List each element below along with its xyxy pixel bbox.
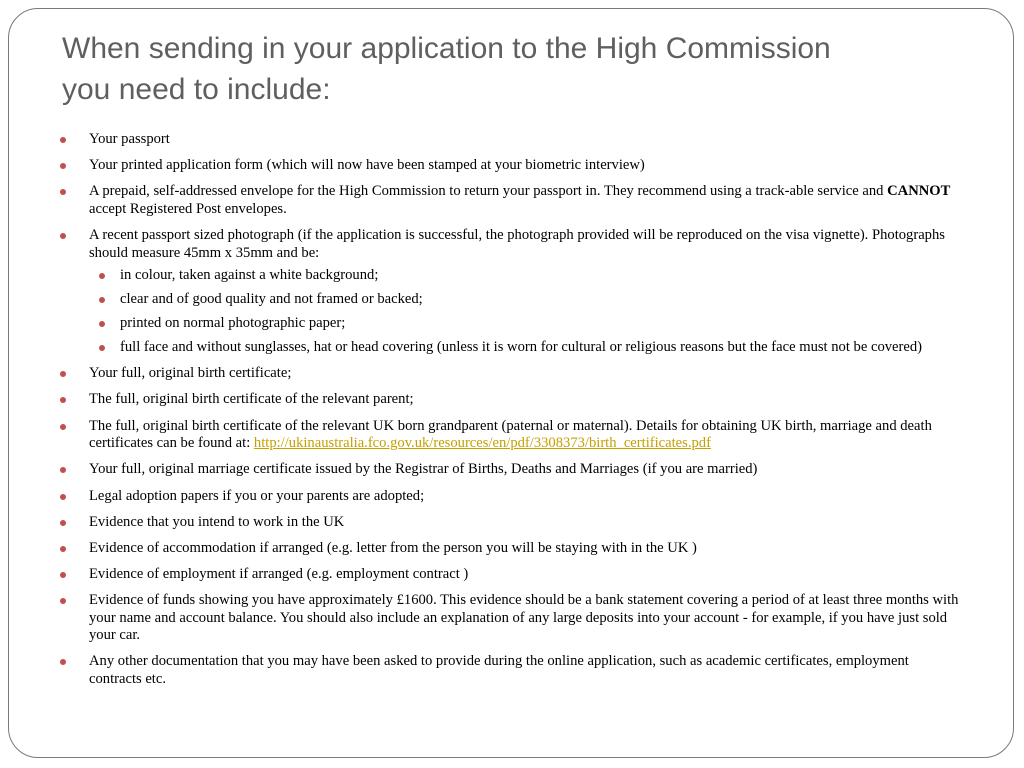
bullet-item: [60, 514, 960, 532]
bullet-item: [60, 488, 960, 506]
slide-title-line-2: you need to include:: [62, 73, 331, 106]
bullet-text: Your full, original birth certificate;: [89, 365, 292, 382]
bullet-dot-icon: [99, 273, 105, 279]
bullet-item: [60, 157, 960, 175]
bullet-item: [60, 365, 960, 383]
sub-bullet-item: [89, 267, 960, 285]
bullet-dot-icon: [60, 467, 66, 473]
bullet-item: [60, 183, 960, 218]
bullet-dot-icon: [99, 321, 105, 327]
bullet-text: Any other documentation that you may have been asked to provide during the online application, such as academic certificates, employment contracts etc.: [89, 653, 909, 687]
bullet-dot-icon: [99, 345, 105, 351]
sub-bullet-text: full face and without sunglasses, hat or head covering (unless it is worn for cultural or religious reasons but the face must not be covered): [120, 339, 923, 356]
bullet-dot-icon: [60, 598, 66, 604]
bullet-dot-icon: [60, 189, 66, 195]
bullet-text: Evidence of employment if arranged (e.g. employment contract ): [89, 566, 469, 583]
bullet-text: Evidence of funds showing you have approximately £1600. This evidence should be a bank statement covering a period of at least three months with your name and account balance. You should also include an explanation of any large deposits into your account - for example, if you have just sold your car.: [89, 592, 959, 644]
bullet-text: A prepaid, self-addressed envelope for the High Commission to return your passport in. They recommend using a track-able service and: [89, 183, 888, 200]
bullet-text: The full, original birth certificate of the relevant parent;: [89, 391, 414, 408]
slide-title: [62, 28, 962, 110]
bullet-dot-icon: [60, 494, 66, 500]
birth-certificates-link[interactable]: http://ukinaustralia.fco.gov.uk/resources/en/pdf/3308373/birth_certificates.pdf: [253, 435, 711, 452]
bullet-item: [60, 566, 960, 584]
bullet-dot-icon: [60, 572, 66, 578]
bullet-item: [60, 391, 960, 409]
bullet-text: Evidence of accommodation if arranged (e.g. letter from the person you will be staying with in the UK ): [89, 539, 697, 556]
sub-bullet-text: clear and of good quality and not framed or backed;: [120, 291, 423, 308]
bullet-text: A recent passport sized photograph (if the application is successful, the photograph provided will be reproduced on the visa vignette). Photographs should measure 45mm x 35mm and be:: [89, 227, 945, 261]
bullet-item: [60, 653, 960, 688]
sub-bullet-text: in colour, taken against a white background;: [120, 267, 379, 284]
bullet-dot-icon: [60, 397, 66, 403]
bullet-item: [60, 592, 960, 645]
bullet-dot-icon: [60, 371, 66, 377]
sub-bullet-item: [89, 339, 960, 357]
bullet-text: Your passport: [89, 131, 170, 147]
bullet-item: [60, 131, 960, 149]
bullet-dot-icon: [60, 137, 66, 143]
bullet-dot-icon: [99, 297, 105, 303]
bullet-text: Your full, original marriage certificate issued by the Registrar of Births, Deaths and Marriages (if you are married): [89, 461, 758, 478]
bullet-text: Evidence that you intend to work in the UK: [89, 513, 345, 530]
bullet-item: [60, 461, 960, 479]
bullet-list: [60, 131, 960, 697]
bullet-emphasis: CANNOT: [887, 183, 951, 200]
bullet-item: [60, 540, 960, 558]
bullet-text: Your printed application form (which will now have been stamped at your biometric interview): [89, 157, 645, 174]
bullet-dot-icon: [60, 659, 66, 665]
sub-bullet-item: [89, 291, 960, 309]
slide-title-line-1: When sending in your application to the High Commission: [62, 32, 831, 65]
bullet-dot-icon: [60, 520, 66, 526]
bullet-dot-icon: [60, 546, 66, 552]
bullet-dot-icon: [60, 233, 66, 239]
bullet-text: accept Registered Post envelopes.: [89, 200, 287, 217]
bullet-item: [60, 418, 960, 453]
sub-bullet-list: [89, 267, 960, 357]
bullet-item: [60, 227, 960, 357]
bullet-text: Legal adoption papers if you or your parents are adopted;: [89, 487, 425, 504]
bullet-dot-icon: [60, 163, 66, 169]
sub-bullet-text: printed on normal photographic paper;: [120, 315, 346, 332]
bullet-dot-icon: [60, 424, 66, 430]
bullet-text: The full, original birth certificate of the relevant UK born grandparent (paternal or maternal). Details for obtaining UK birth, marriage and death certificates can be found at:: [89, 417, 932, 452]
sub-bullet-item: [89, 315, 960, 333]
